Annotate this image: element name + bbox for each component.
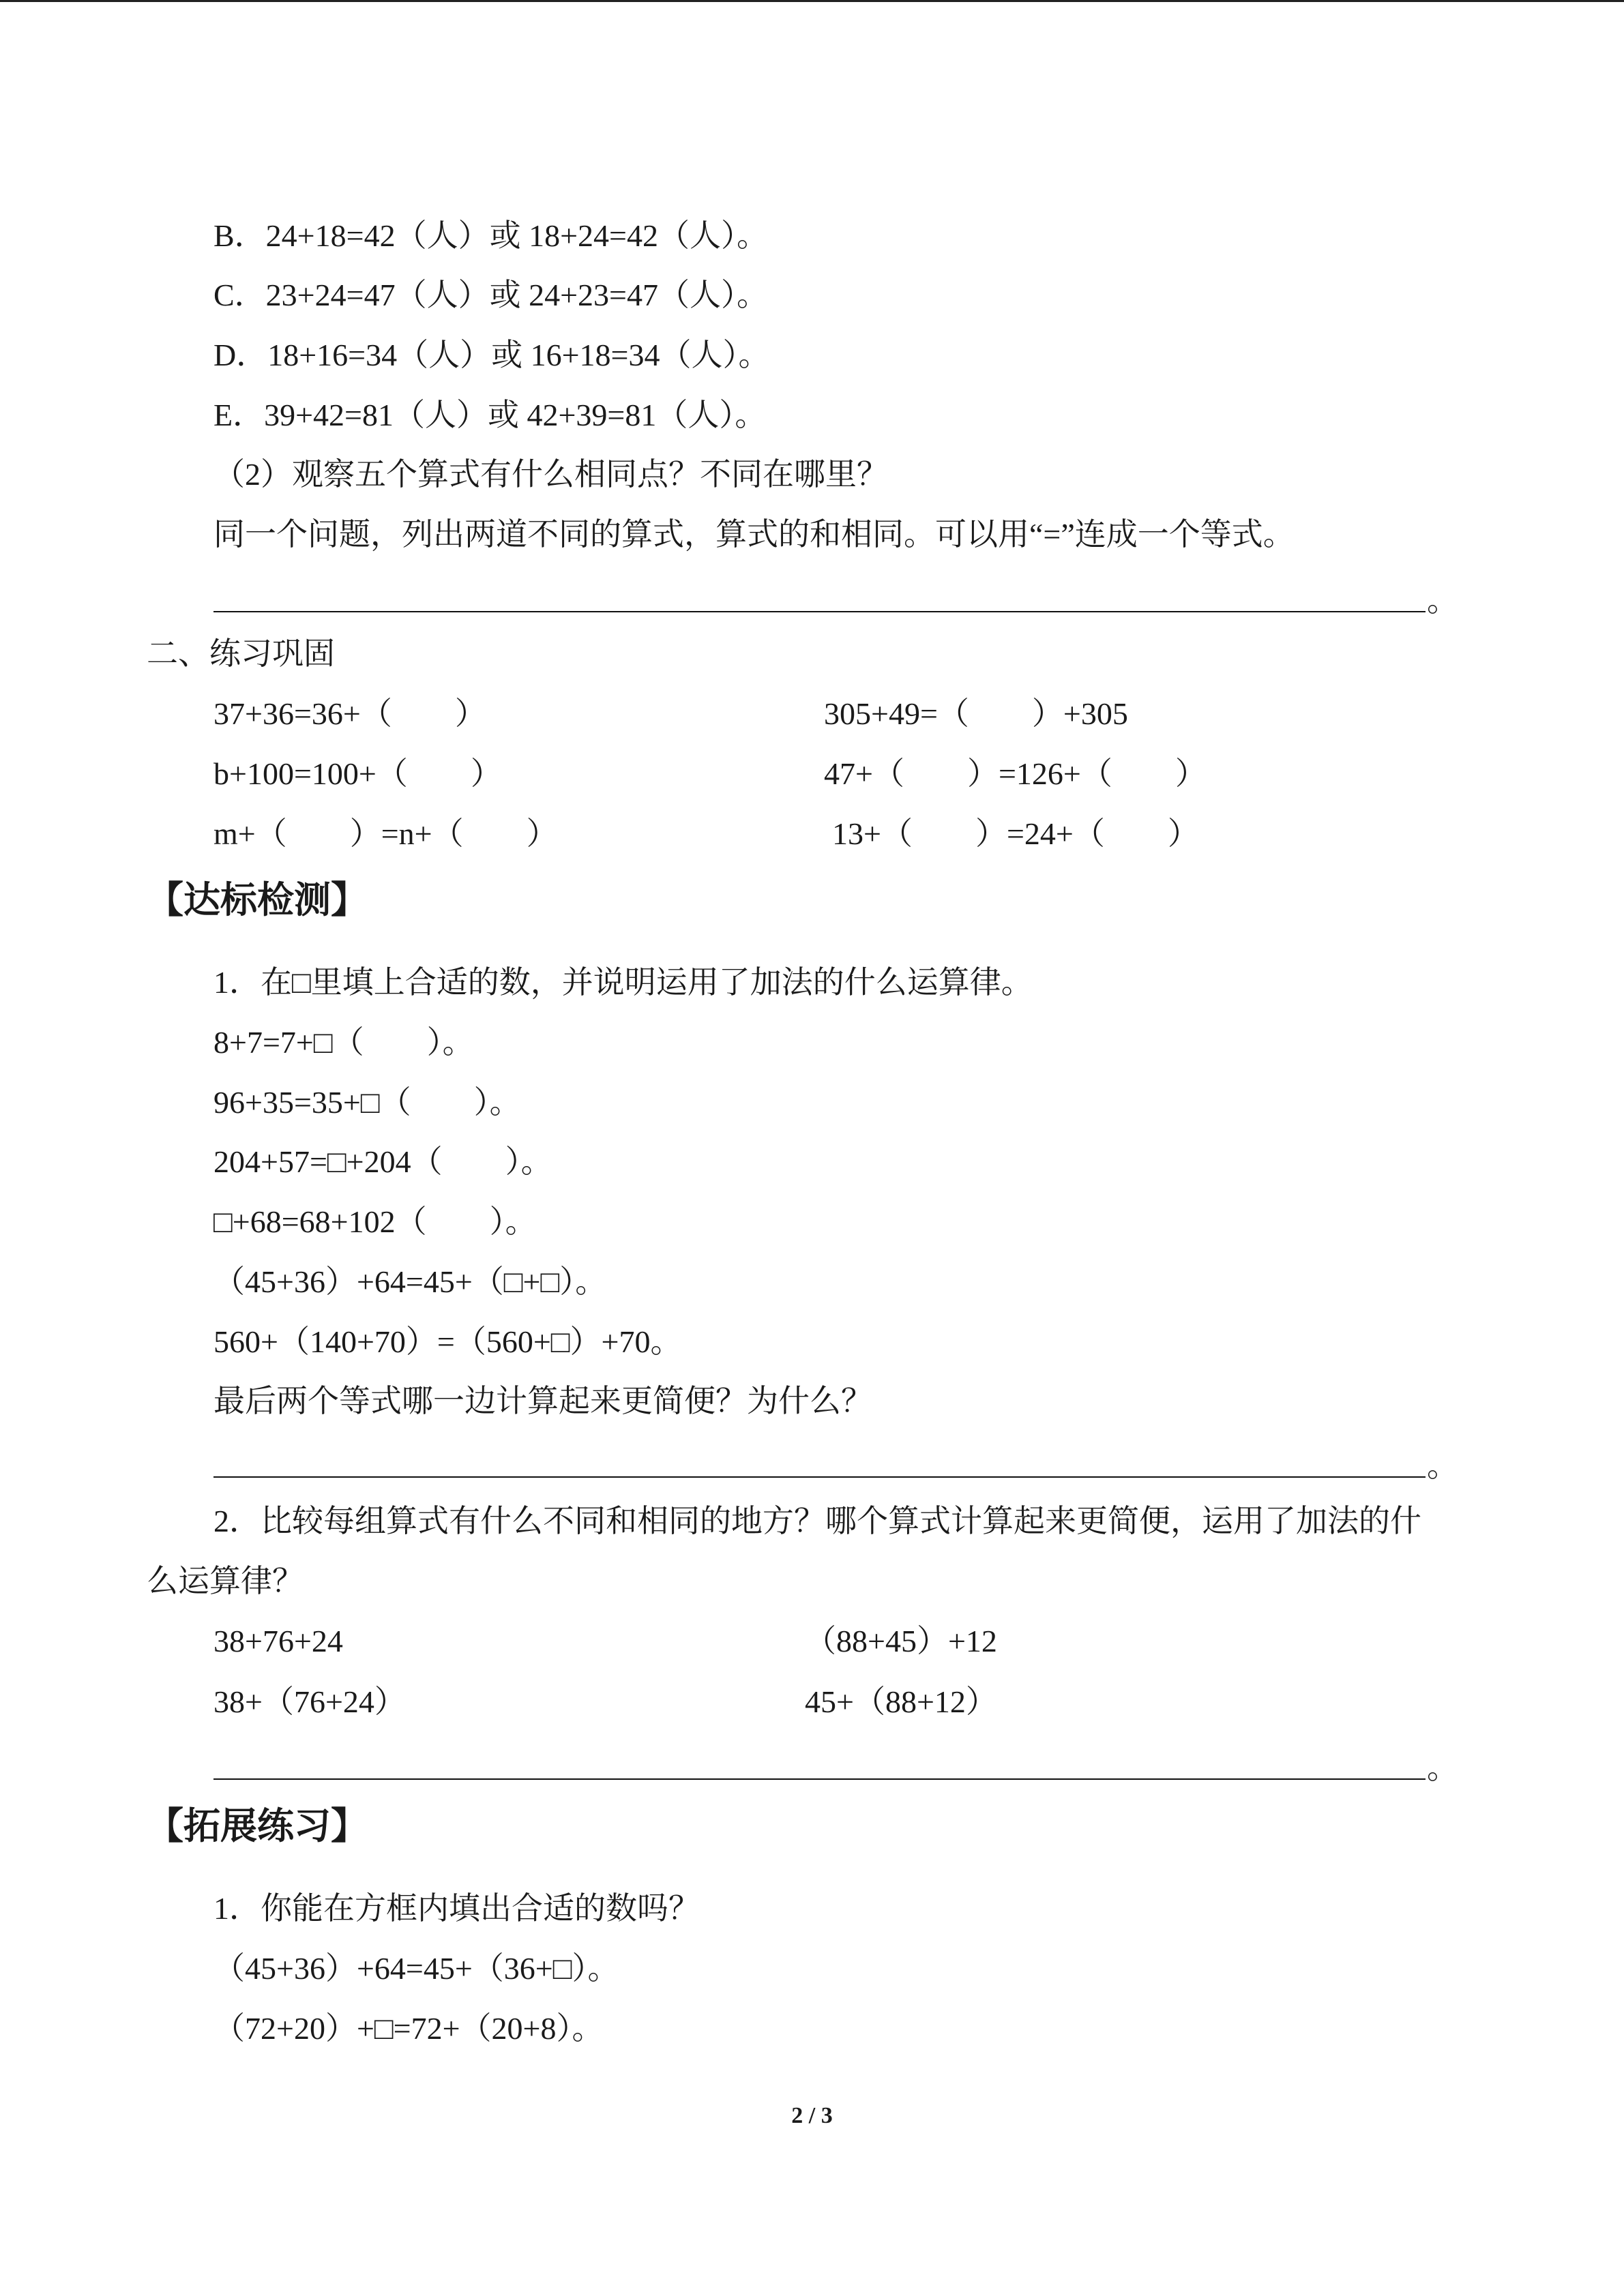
test-q1-item: （45+36）+64=45+（□+□）。 (213, 1264, 607, 1299)
answer-text: 同一个问题，列出两道不同的算式，算式的和相同。可以用“=”连成一个等式。 (213, 517, 1295, 552)
test-q1-item: 204+57=□+204（ ）。 (213, 1144, 552, 1179)
test-q2-blank-period: 。 (1427, 1750, 1458, 1785)
practice-left-3: m+（ ）=n+（ ） (213, 816, 558, 851)
extend-q1-title: 1．你能在方框内填出合适的数吗？ (213, 1891, 700, 1926)
test-q2-title-line-1: 2．比较每组算式有什么不同和相同的地方？哪个算式计算起来更简便，运用了加法的什 (213, 1504, 1421, 1538)
practice-right-1: 305+49=（ ）+305 (824, 696, 1128, 731)
test-q2-blank-line[interactable] (213, 1778, 1426, 1780)
test-q2-title-line-2: 么运算律？ (147, 1564, 304, 1598)
test-q2-left-1: 38+76+24 (213, 1624, 343, 1658)
test-q1-item: 8+7=7+□（ ）。 (213, 1025, 474, 1060)
test-q1-item: □+68=68+102（ ）。 (213, 1204, 537, 1239)
practice-left-2: b+100=100+（ ） (213, 756, 502, 791)
test-q1-title: 1．在□里填上合适的数，并说明运用了加法的什么运算律。 (213, 965, 1033, 1000)
practice-left-1: 37+36=36+（ ） (213, 696, 486, 731)
test-q2-right-2: 45+（88+12） (805, 1684, 997, 1719)
test-q2-left-2: 38+（76+24） (213, 1684, 406, 1719)
answer-line-b: B．24+18=42（人）或 18+24=42（人）。 (213, 218, 768, 253)
practice-right-2: 47+（ ）=126+（ ） (824, 756, 1207, 791)
answer-line-d: D．18+16=34（人）或 16+18=34（人）。 (213, 338, 770, 372)
test-q1-blank-period: 。 (1427, 1448, 1458, 1483)
practice-heading: 二、练习巩固 (147, 636, 335, 671)
test-q2-right-1: （88+45）+12 (805, 1624, 997, 1658)
test-q1-question: 最后两个等式哪一边计算起来更简便？为什么？ (213, 1384, 872, 1418)
answer-line-e: E．39+42=81（人）或 42+39=81（人）。 (213, 398, 767, 432)
extend-heading: 【拓展练习】 (147, 1804, 368, 1847)
page-number: 2 / 3 (791, 2103, 833, 2128)
test-q1-item: 560+（140+70）=（560+□）+70。 (213, 1324, 682, 1359)
top-border (0, 0, 1624, 2)
answer-blank-line[interactable] (213, 611, 1426, 612)
answer-blank-period: 。 (1427, 583, 1458, 618)
test-q1-item: 96+35=35+□（ ）。 (213, 1085, 521, 1120)
practice-right-3: 13+（ ）=24+（ ） (832, 816, 1199, 851)
extend-item: （45+36）+64=45+（36+□）。 (213, 1951, 619, 1986)
answer-line-c: C．23+24=47（人）或 24+23=47（人）。 (213, 278, 768, 312)
test-heading: 【达标检测】 (147, 878, 368, 921)
question-2: （2）观察五个算式有什么相同点？不同在哪里？ (213, 457, 888, 492)
test-q1-blank-line[interactable] (213, 1476, 1426, 1478)
extend-item: （72+20）+□=72+（20+8）。 (213, 2011, 604, 2046)
